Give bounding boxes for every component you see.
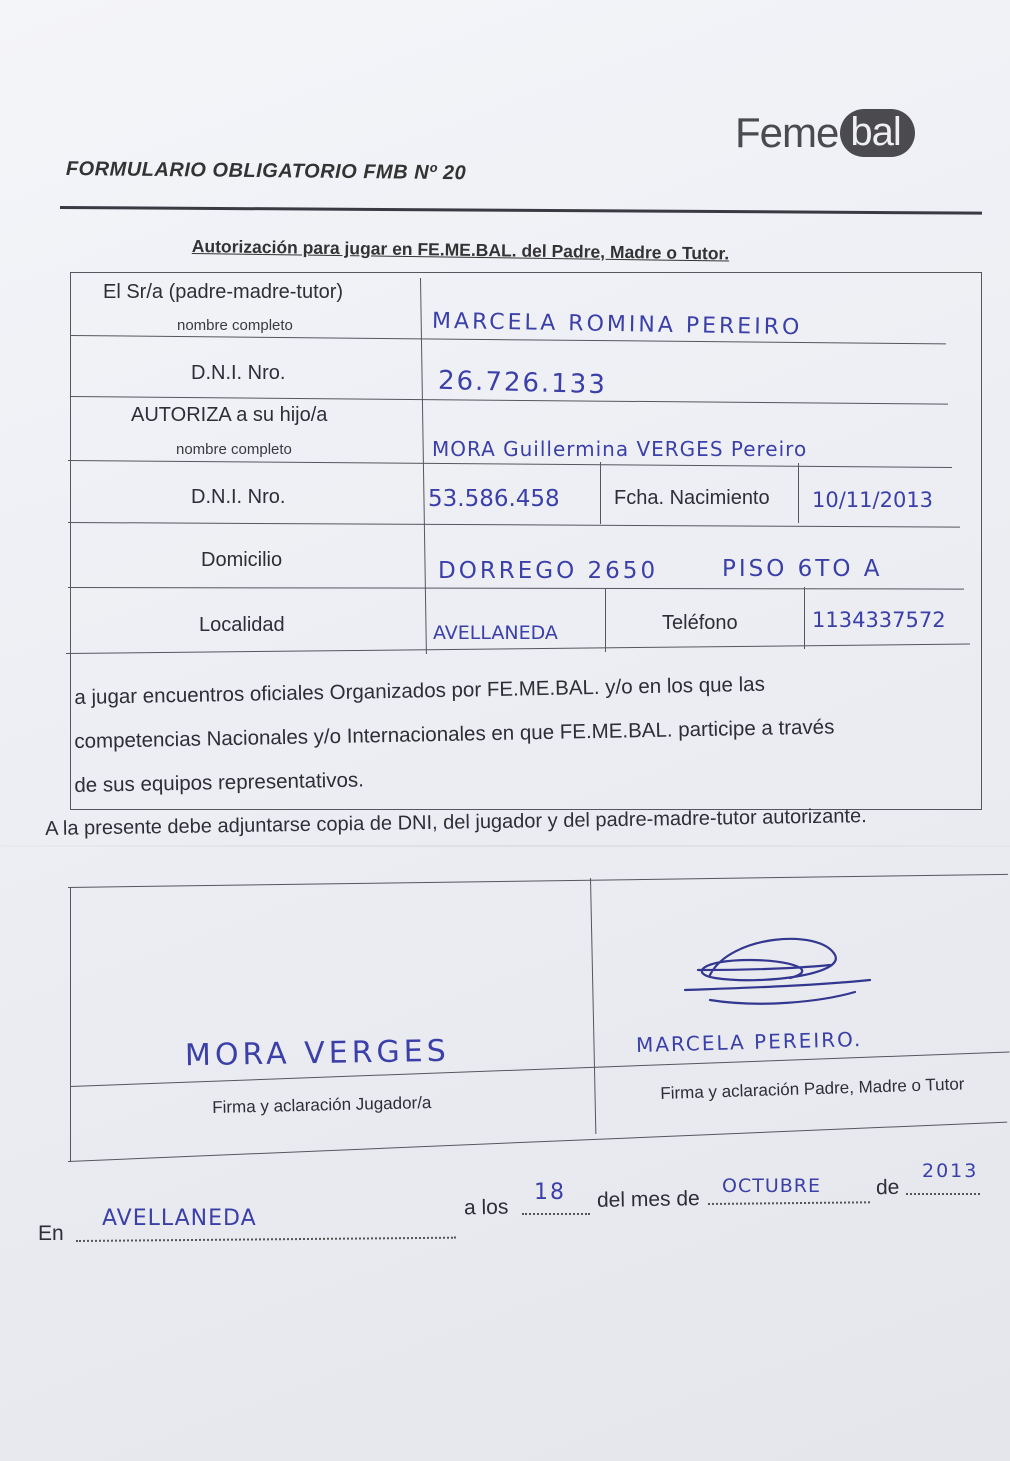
month-value: OCTUBRE [722,1175,821,1197]
locality-label: Localidad [199,614,285,636]
parent-fullname-hint: nombre completo [177,317,293,334]
authorization-paragraph-line-3: de sus equipos representativos. [74,768,365,797]
parent-signature-name: MARCELA PEREIRO. [635,1027,863,1057]
signature-bottom-border [68,1122,1007,1162]
column-divider [605,588,606,652]
child-dni-value: 53.586.458 [428,486,560,512]
year-dotted-line [906,1193,980,1195]
floor-value: PISO 6TO A [722,556,883,582]
child-fullname-hint: nombre completo [176,441,292,458]
authorization-paragraph-line-2: competencias Nacionales y/o Internacionales en que FE.ME.BAL. participe a través [74,715,835,753]
column-divider [804,587,805,649]
birth-date-label: Fcha. Nacimiento [614,487,770,509]
en-label: En [38,1222,64,1245]
parent-name-value: MARCELA ROMINA PEREIRO [431,308,803,341]
child-name-value: MORA Guillermina VERGES Pereiro [432,437,808,461]
column-divider [798,463,799,523]
player-signature-name: MORA VERGES [184,1033,451,1074]
parent-dni-value: 26.726.133 [437,365,608,401]
player-signature-caption: Firma y aclaración Jugador/a [212,1093,432,1117]
authorization-paragraph-line-1: a jugar encuentros oficiales Organizados por FE.ME.BAL. y/o en los que las [74,672,766,709]
parent-signature-caption: Firma y aclaración Padre, Madre o Tutor [660,1074,965,1103]
paper-fold [0,845,1010,847]
signature-left-border [70,888,71,1162]
attachment-note: A la presente debe adjuntarse copia de DNI, del jugador y del padre-madre-tutor autorizante. [45,805,867,840]
parent-dni-label: D.N.I. Nro. [191,362,286,384]
form-title: FORMULARIO OBLIGATORIO FMB Nº 20 [65,158,467,185]
a-los-label: a los [463,1195,509,1220]
address-label: Domicilio [201,549,283,571]
city-value: AVELLANEDA [102,1206,257,1231]
femebal-logo [735,108,915,158]
year-value: 2013 [922,1160,979,1182]
signature-top-border [68,874,1008,888]
logo-text-main: Feme [735,109,839,156]
locality-value: AVELLANEDA [433,622,558,644]
month-dotted-line [708,1201,870,1205]
title-divider [60,206,982,215]
column-divider [600,462,601,524]
city-dotted-line [76,1237,456,1242]
form-subtitle: Autorización para jugar en FE.ME.BAL. del Padre, Madre o Tutor. [191,236,730,264]
month-label: del mes de [596,1187,700,1212]
birth-date-value: 10/11/2013 [812,488,934,512]
day-dotted-line [522,1213,590,1215]
signature-middle-border [590,878,596,1134]
authorizes-label: AUTORIZA a su hijo/a [131,404,328,426]
phone-label: Teléfono [662,612,738,634]
logo-text-pill: bal [840,109,914,157]
phone-value: 1134337572 [812,608,946,632]
parent-label: El Sr/a (padre-madre-tutor) [103,281,344,303]
address-value: DORREGO 2650 [438,558,659,584]
day-value: 18 [534,1180,566,1205]
de-label: de [875,1175,900,1200]
parent-signature-scribble [670,930,880,1020]
child-dni-label: D.N.I. Nro. [191,486,286,508]
